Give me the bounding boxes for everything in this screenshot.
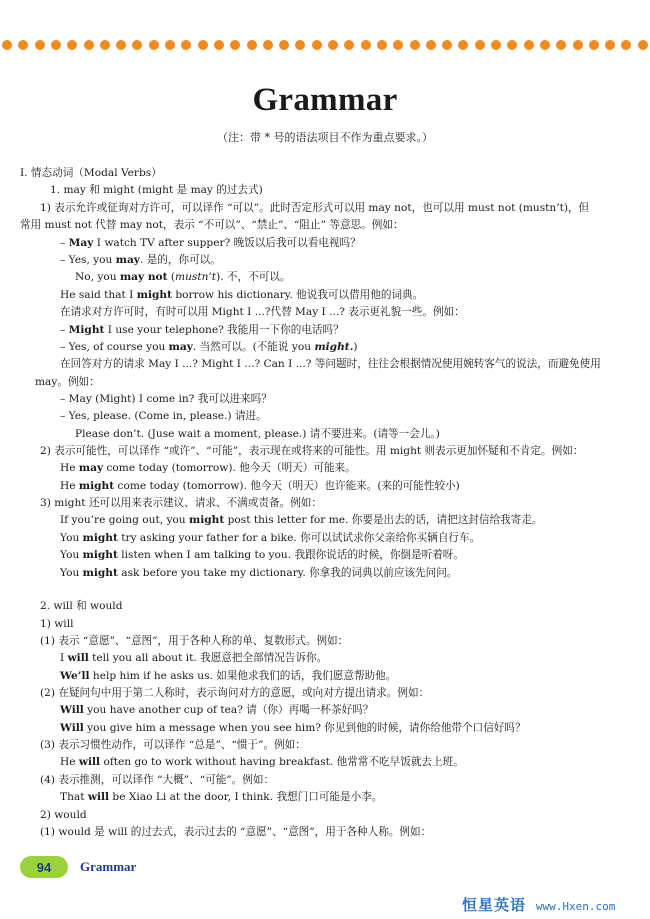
rule-1-line-1 [40, 201, 589, 215]
example-might-borrow [60, 288, 423, 302]
text-segment: borrow his dictionary. 他说我可以借用他的词典。 [172, 289, 424, 301]
dot-icon [458, 40, 468, 50]
rule-1-line-2 [20, 218, 404, 232]
dot-icon [573, 40, 583, 50]
text-segment: – Yes, you [60, 254, 116, 266]
text-segment: 3) might 还可以用来表示建议、请求、不满或责备。例如： [40, 497, 322, 509]
dot-icon [605, 40, 615, 50]
emphasized-word: Will [60, 722, 84, 734]
text-segment: You [60, 567, 83, 579]
text-segment: 在回答对方的请求 May I ...? Might I ...? Can I ...? 等问题时，往往会根据情况使用婉转客气的说法，而避免使用 [60, 358, 601, 370]
example-will-tea [60, 703, 373, 717]
emphasized-word: might [136, 289, 172, 301]
rule-will-1 [40, 634, 348, 648]
example-may-yes [60, 253, 221, 267]
dot-icon [295, 40, 305, 50]
text-segment: 常用 must not 代替 may not，表示 “不可以”、“禁止”、“阻止” 等意思。例如： [20, 219, 404, 231]
dot-icon [35, 40, 45, 50]
emphasized-word: may [168, 341, 193, 353]
text-segment: He [60, 756, 79, 768]
emphasized-word: may [78, 462, 104, 474]
text-segment: 2. will 和 would [40, 600, 123, 612]
note-reply-line-2 [35, 375, 100, 389]
text-segment: Please don’t. (Juse wait a moment, please.) 请不要进来。(请等一会儿。) [75, 428, 440, 440]
watermark-brand: 恒星英语 [462, 896, 527, 914]
emphasized-word: might [82, 567, 118, 579]
example-yes-please [60, 409, 267, 423]
dot-icon [198, 40, 208, 50]
subheading-would [40, 808, 87, 822]
emphasized-word: might [78, 480, 115, 492]
text-segment: I watch TV after supper? 晚饭以后我可以看电视吗？ [93, 237, 361, 249]
text-segment: often go to work without having breakfast. 他常常不吃早饭就去上班。 [100, 756, 464, 768]
dot-icon [312, 40, 322, 50]
rule-will-4 [40, 773, 274, 787]
text-segment: tell you all about it. 我愿意把全部情况告诉你。 [88, 652, 328, 664]
text-segment: listen when I am talking to you. 我跟你说话的时候，你倒是听着呀。 [117, 549, 464, 561]
emphasized-word: might [82, 549, 118, 561]
text-segment: (2) 在疑问句中用于第二人称时，表示询问对方的意愿，或向对方提出请求。例如： [40, 687, 430, 699]
text-segment: (1) 表示 “意愿”、“意图”，用于各种人称的单、复数形式。例如： [40, 635, 349, 647]
example-will-often [60, 755, 464, 769]
text-segment: 2) would [40, 809, 87, 821]
text-segment: – [60, 324, 69, 336]
dot-icon [279, 40, 289, 50]
dot-icon [100, 40, 110, 50]
text-segment: try asking your father for a bike. 你可以试试求你父亲给你买辆自行车。 [117, 532, 481, 544]
text-segment: 1) 表示允许或征询对方许可，可以译作 “可以”。此时否定形式可以用 may not，也可以用 must not (mustn’t)，但 [40, 202, 590, 214]
page-number-badge: 94 [20, 856, 68, 878]
emphasized-word: might [189, 514, 225, 526]
text-segment: If you’re going out, you [60, 514, 189, 526]
example-may-not [75, 270, 291, 284]
emphasized-word: will [87, 791, 110, 803]
dot-icon [589, 40, 599, 50]
dot-icon [132, 40, 142, 50]
rule-will-2 [40, 686, 429, 700]
text-segment: ( [167, 271, 176, 283]
dot-icon [638, 40, 648, 50]
dot-icon [410, 40, 420, 50]
text-segment: That [60, 791, 88, 803]
text-segment: may。例如： [35, 376, 100, 388]
example-might-come [60, 479, 460, 493]
dot-icon [263, 40, 273, 50]
example-listen [60, 548, 464, 562]
text-segment: you have another cup of tea? 请（你）再喝一杯茶好吗？ [83, 704, 374, 716]
dot-icon [84, 40, 94, 50]
text-segment: I [60, 652, 68, 664]
emphasized-word: Will [60, 704, 84, 716]
text-segment: (3) 表示习惯性动作，可以译作 “总是”、“惯于”。例如： [40, 739, 306, 751]
text-segment: . 是的，你可以。 [139, 254, 221, 266]
dot-icon [442, 40, 452, 50]
dot-icon [507, 40, 517, 50]
text-segment: 1) will [40, 618, 74, 630]
subheading-will-would [40, 599, 122, 613]
dot-icon [67, 40, 77, 50]
page-title: Grammar [252, 82, 398, 118]
text-segment: 2) 表示可能性，可以译作 “或许”、“可能”，表示现在或将来的可能性。用 might 则表示更加怀疑和不肯定。例如： [40, 445, 584, 457]
dot-icon [214, 40, 224, 50]
text-segment: ). 不，不可以。 [216, 271, 291, 283]
dot-icon [18, 40, 28, 50]
rule-3-suggestion [40, 496, 322, 510]
dot-icon [149, 40, 159, 50]
rule-will-3 [40, 738, 306, 752]
note-reply-line-1 [60, 357, 601, 371]
text-segment: – Yes, please. (Come in, please.) 请进。 [60, 410, 267, 422]
example-well-help [60, 669, 396, 683]
example-may-come [60, 461, 356, 475]
text-segment: come today (tomorrow). 他今天（明天）可能来。 [103, 462, 356, 474]
dot-icon [556, 40, 566, 50]
site-watermark [462, 894, 615, 915]
text-segment: (1) would 是 will 的过去式，表示过去的 “意愿”、“意图”，用于各种人称。例如： [40, 826, 432, 838]
dot-icon [51, 40, 61, 50]
dot-icon [2, 40, 12, 50]
decorative-dot-border [2, 40, 648, 52]
emphasized-word: We’ll [60, 670, 90, 682]
text-segment: be Xiao Li at the door, I think. 我想门口可能是小李。 [109, 791, 383, 803]
text-segment: I use your telephone? 我能用一下你的电话吗？ [104, 324, 344, 336]
dot-icon [230, 40, 240, 50]
text-segment: – [60, 237, 69, 249]
rule-would-1 [40, 825, 431, 839]
subheading-will [40, 617, 73, 631]
dot-icon [116, 40, 126, 50]
text-segment: – Yes, of course you [60, 341, 169, 353]
text-segment: You [60, 549, 83, 561]
note-might-polite [60, 305, 465, 319]
emphasized-word: will [78, 756, 101, 768]
section-heading-modal-verbs [20, 166, 162, 180]
text-segment: No, you [75, 271, 120, 283]
example-may-question [60, 236, 361, 250]
example-ask-before [60, 566, 457, 580]
emphasized-word: might. [314, 341, 354, 353]
text-segment: 1. may 和 might (might 是 may 的过去式) [50, 184, 263, 196]
dot-icon [621, 40, 631, 50]
page-note: （注：带 * 号的语法项目不作为重点要求。） [217, 131, 433, 144]
text-segment: post this letter for me. 你要是出去的话，请把这封信给我寄走。 [224, 514, 543, 526]
dot-icon [165, 40, 175, 50]
dot-icon [426, 40, 436, 50]
example-of-course [60, 340, 358, 354]
example-might-telephone [60, 323, 344, 337]
dot-icon [540, 40, 550, 50]
text-segment: He [60, 462, 79, 474]
text-segment: He said that I [60, 289, 137, 301]
watermark-url: www.Hxen.com [535, 900, 616, 913]
emphasized-word: Might [68, 324, 105, 336]
example-post-letter [60, 513, 542, 527]
text-segment: 在请求对方许可时，有时可以用 Might I ...?代替 May I ...? 表示更礼貌一些。例如： [60, 306, 465, 318]
dot-icon [247, 40, 257, 50]
dot-icon [361, 40, 371, 50]
emphasized-word: will [67, 652, 89, 664]
emphasized-word: May [68, 237, 94, 249]
text-segment: (4) 表示推测，可以译作 “大概”、“可能”。例如： [40, 774, 275, 786]
dot-icon [491, 40, 501, 50]
example-will-tell [60, 651, 327, 665]
text-segment: you give him a message when you see him? 你见到他的时候，请你给他带个口信好吗？ [83, 722, 526, 734]
dot-icon [328, 40, 338, 50]
text-segment: You [60, 532, 83, 544]
emphasized-word: might [82, 532, 118, 544]
text-segment: . 当然可以。(不能说 you [192, 341, 315, 353]
text-segment: mustn’t [175, 271, 217, 283]
dot-icon [393, 40, 403, 50]
text-segment: He [60, 480, 79, 492]
dot-icon [181, 40, 191, 50]
example-may-come-in [60, 392, 272, 406]
rule-2-possibility [40, 444, 583, 458]
dot-icon [344, 40, 354, 50]
dot-icon [475, 40, 485, 50]
emphasized-word: may not [119, 271, 168, 283]
text-segment: I. 情态动词（Modal Verbs） [20, 167, 162, 179]
emphasized-word: may [115, 254, 140, 266]
dot-icon [524, 40, 534, 50]
footer-section-label: Grammar [80, 859, 137, 874]
dot-icon [377, 40, 387, 50]
example-try-asking [60, 531, 480, 545]
text-segment: come today (tomorrow). 他今天（明天）也许能来。(来的可能性较小) [114, 480, 460, 492]
text-segment: ask before you take my dictionary. 你拿我的词典以前应该先问问。 [117, 567, 458, 579]
text-segment: ) [353, 341, 358, 353]
example-will-message [60, 721, 526, 735]
text-segment: help him if he asks us. 如果他求我们的话，我们愿意帮助他。 [89, 670, 397, 682]
subheading-may-might [50, 183, 263, 197]
example-will-be [60, 790, 382, 804]
example-please-dont [75, 427, 440, 441]
text-segment: – May (Might) I come in? 我可以进来吗？ [60, 393, 272, 405]
